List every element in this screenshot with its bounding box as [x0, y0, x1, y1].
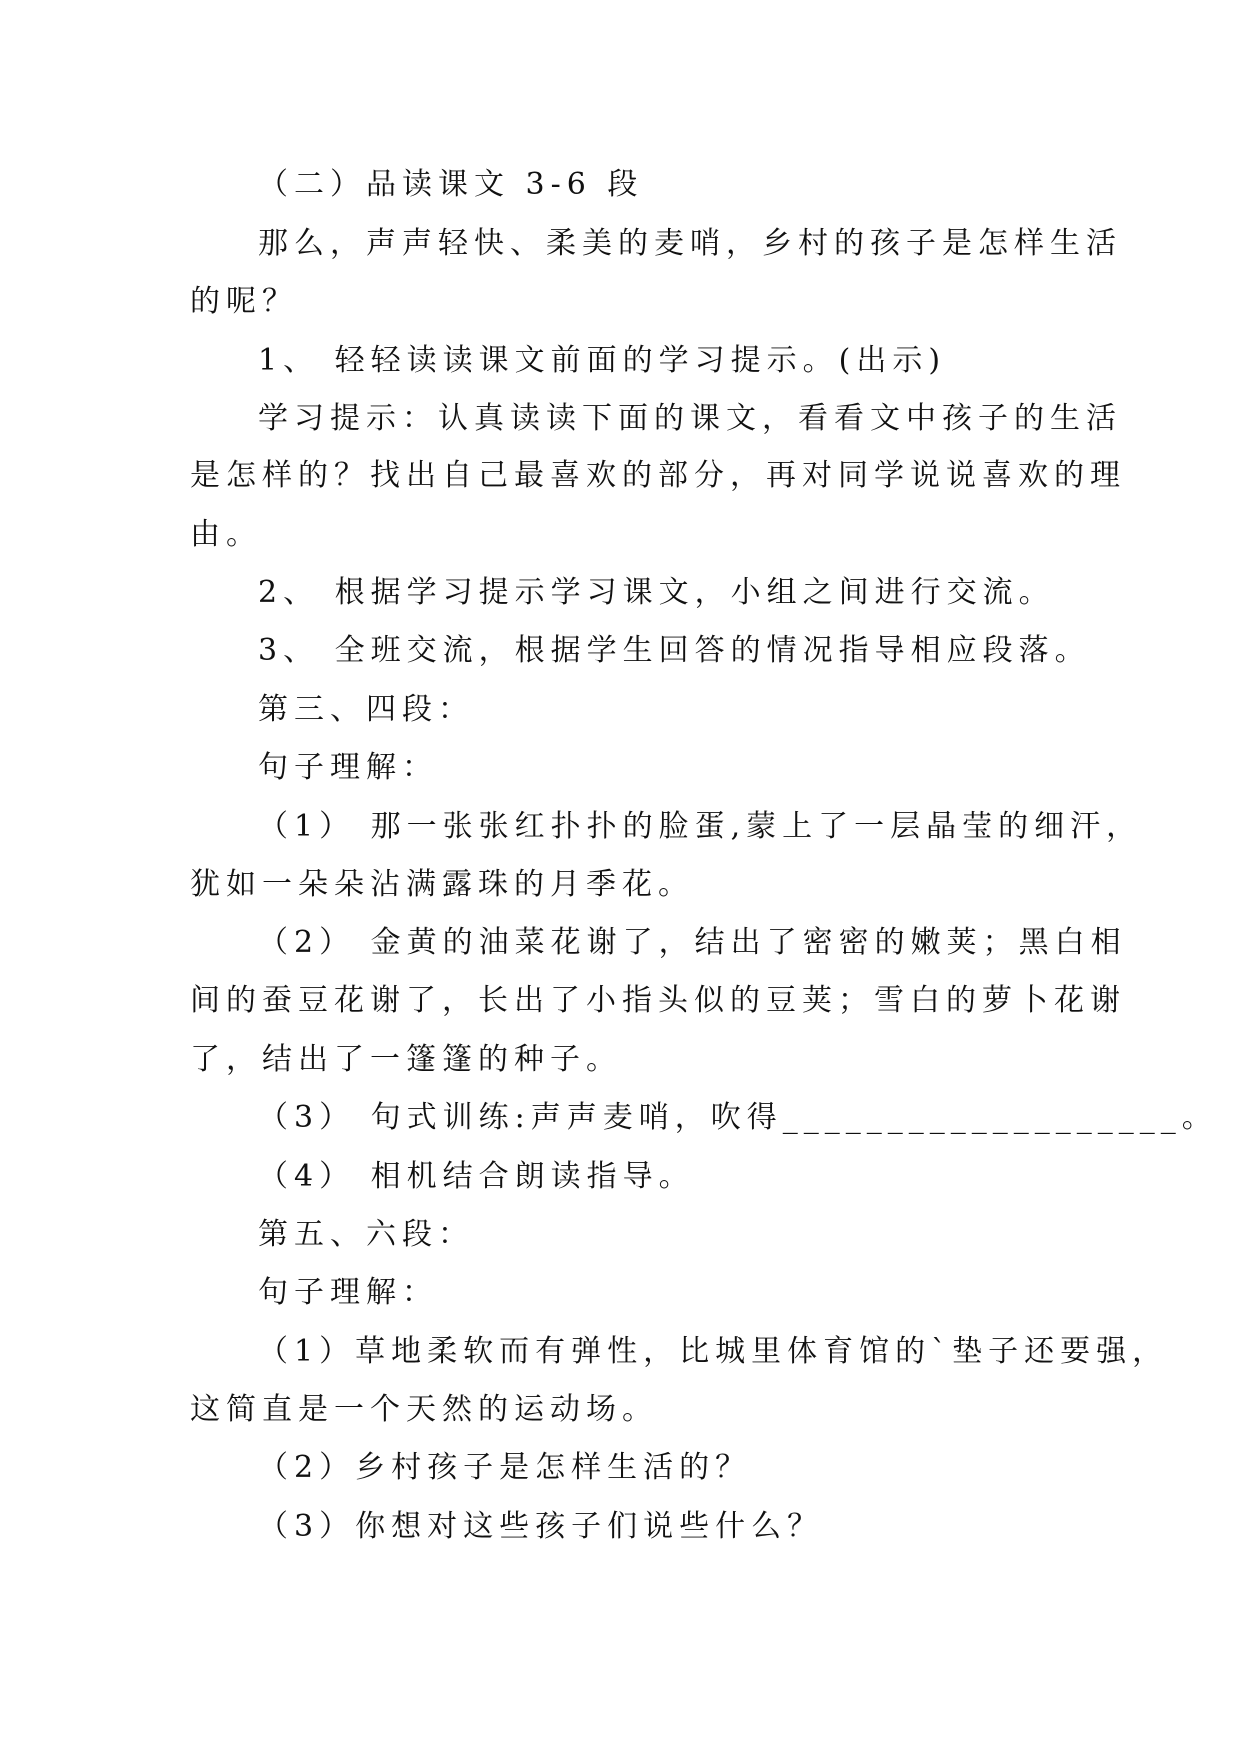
subsection-label: 句子理解： — [258, 750, 438, 785]
question-item: （2）乡村孩子是怎样生活的？ — [258, 1450, 752, 1485]
step-item: 2、 根据学习提示学习课文，小组之间进行交流。 — [258, 575, 1055, 610]
question-item: （3）你想对这些孩子们说些什么？ — [258, 1509, 824, 1544]
paragraph-line: 了，结出了一篷篷的种子。 — [190, 1042, 622, 1077]
paragraph-line: 犹如一朵朵沾满露珠的月季花。 — [190, 867, 694, 902]
paragraph-line: 的呢？ — [190, 284, 298, 319]
sentence-item: （2） 金黄的油菜花谢了，结出了密密的嫩荚；黑白相 — [258, 925, 1127, 960]
paragraph-line: 间的蚕豆花谢了，长出了小指头似的豆荚；雪白的萝卜花谢 — [190, 983, 1126, 1018]
subsection-heading: 第五、六段： — [258, 1217, 474, 1252]
sentence-item: （1） 那一张张红扑扑的脸蛋,蒙上了一层晶莹的细汗， — [258, 809, 1143, 844]
paragraph-line: 由。 — [190, 517, 262, 552]
sentence-item: （4） 相机结合朗读指导。 — [258, 1159, 695, 1194]
sentence-item: （3） 句式训练:声声麦哨，吹得___________________。 — [258, 1100, 1218, 1135]
paragraph-line: 这简直是一个天然的运动场。 — [190, 1392, 658, 1427]
subsection-heading: 第三、四段： — [258, 692, 474, 727]
sentence-item: （1）草地柔软而有弹性，比城里体育馆的`垫子还要强， — [258, 1334, 1169, 1369]
paragraph-line: 学习提示：认真读读下面的课文，看看文中孩子的生活 — [258, 401, 1122, 436]
step-item: 1、 轻轻读读课文前面的学习提示。(出示) — [258, 343, 947, 378]
step-item: 3、 全班交流，根据学生回答的情况指导相应段落。 — [258, 633, 1091, 668]
paragraph-line: 那么，声声轻快、柔美的麦哨，乡村的孩子是怎样生活 — [258, 226, 1122, 261]
paragraph-line: 是怎样的？找出自己最喜欢的部分，再对同学说说喜欢的理 — [190, 458, 1126, 493]
subsection-label: 句子理解： — [258, 1275, 438, 1310]
section-heading: （二）品读课文 3-6 段 — [258, 167, 644, 202]
